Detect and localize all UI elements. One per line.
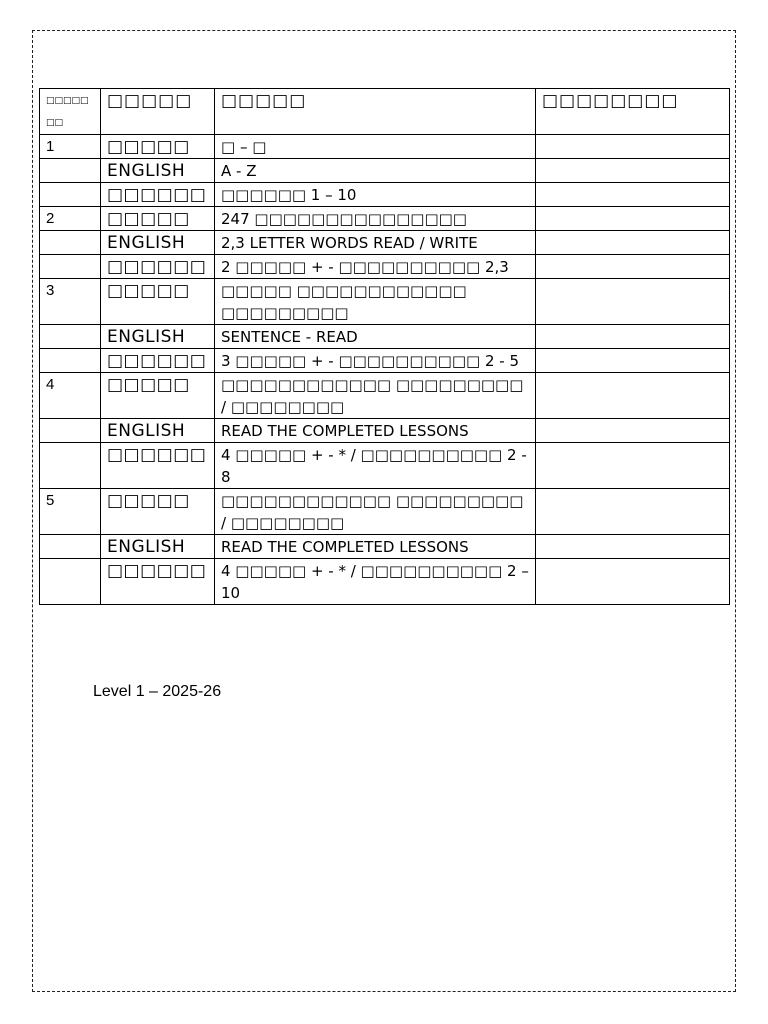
content-cell: 3 □□□□□ + - □□□□□□□□□□ 2 - 5 [215,349,536,373]
row-number-cell [40,443,101,489]
subject-cell: □□□□□ [101,135,215,159]
content-cell: □ – □ [215,135,536,159]
subject-cell: ENGLISH [101,535,215,559]
remarks-cell [536,231,730,255]
subject-cell: □□□□□□ [101,559,215,605]
content-cell: 2,3 LETTER WORDS READ / WRITE [215,231,536,255]
remarks-cell [536,443,730,489]
remarks-cell [536,559,730,605]
row-number-cell [40,255,101,279]
lesson-plan-table [39,88,730,605]
header-serial-number: □□□□□ □□ [40,89,101,135]
subject-cell: □□□□□ [101,373,215,419]
table-row [40,559,730,605]
content-cell: READ THE COMPLETED LESSONS [215,535,536,559]
table-row [40,349,730,373]
remarks-cell [536,135,730,159]
table-row [40,443,730,489]
row-number-cell: 3 [40,279,101,325]
subject-cell: □□□□□□ [101,443,215,489]
subject-cell: ENGLISH [101,231,215,255]
table-row [40,489,730,535]
row-number-cell [40,535,101,559]
table-row [40,279,730,325]
remarks-cell [536,325,730,349]
remarks-cell [536,159,730,183]
remarks-cell [536,207,730,231]
row-number-cell [40,349,101,373]
content-cell: A - Z [215,159,536,183]
table-row [40,231,730,255]
subject-cell: □□□□□□ [101,349,215,373]
table-row [40,373,730,419]
remarks-cell [536,183,730,207]
header-remarks: □□□□□□□□ [536,89,730,135]
row-number-cell [40,559,101,605]
content-cell: READ THE COMPLETED LESSONS [215,419,536,443]
content-cell: □□□□□□□□□□□□ □□□□□□□□□ / □□□□□□□□ [215,373,536,419]
subject-cell: □□□□□ [101,279,215,325]
subject-cell: ENGLISH [101,159,215,183]
subject-cell: □□□□□□ [101,183,215,207]
header-content: □□□□□ [215,89,536,135]
row-number-cell: 4 [40,373,101,419]
row-number-cell [40,325,101,349]
content-cell: 4 □□□□□ + - * / □□□□□□□□□□ 2 – 10 [215,559,536,605]
content-cell: □□□□□□ 1 – 10 [215,183,536,207]
row-number-cell: 1 [40,135,101,159]
table-header-row [40,89,730,135]
content-cell: SENTENCE - READ [215,325,536,349]
subject-cell: □□□□□ [101,489,215,535]
remarks-cell [536,489,730,535]
remarks-cell [536,279,730,325]
row-number-cell [40,419,101,443]
content-cell: 247 □□□□□□□□□□□□□□□ [215,207,536,231]
row-number-cell [40,183,101,207]
level-year-label: Level 1 – 2025-26 [93,683,222,700]
content-cell: □□□□□ □□□□□□□□□□□□ □□□□□□□□□ [215,279,536,325]
remarks-cell [536,349,730,373]
table-row [40,183,730,207]
subject-cell: ENGLISH [101,325,215,349]
row-number-cell [40,159,101,183]
subject-cell: ENGLISH [101,419,215,443]
remarks-cell [536,255,730,279]
table-body [40,135,730,605]
table-row [40,325,730,349]
content-cell: 4 □□□□□ + - * / □□□□□□□□□□ 2 - 8 [215,443,536,489]
row-number-cell [40,231,101,255]
table-row [40,159,730,183]
table-row [40,135,730,159]
table-row [40,419,730,443]
subject-cell: □□□□□□ [101,255,215,279]
content-cell: □□□□□□□□□□□□ □□□□□□□□□ / □□□□□□□□ [215,489,536,535]
table-row [40,535,730,559]
remarks-cell [536,419,730,443]
remarks-cell [536,535,730,559]
header-subject: □□□□□ [101,89,215,135]
row-number-cell: 2 [40,207,101,231]
remarks-cell [536,373,730,419]
table-row [40,207,730,231]
content-cell: 2 □□□□□ + - □□□□□□□□□□ 2,3 [215,255,536,279]
table-row [40,255,730,279]
row-number-cell: 5 [40,489,101,535]
subject-cell: □□□□□ [101,207,215,231]
